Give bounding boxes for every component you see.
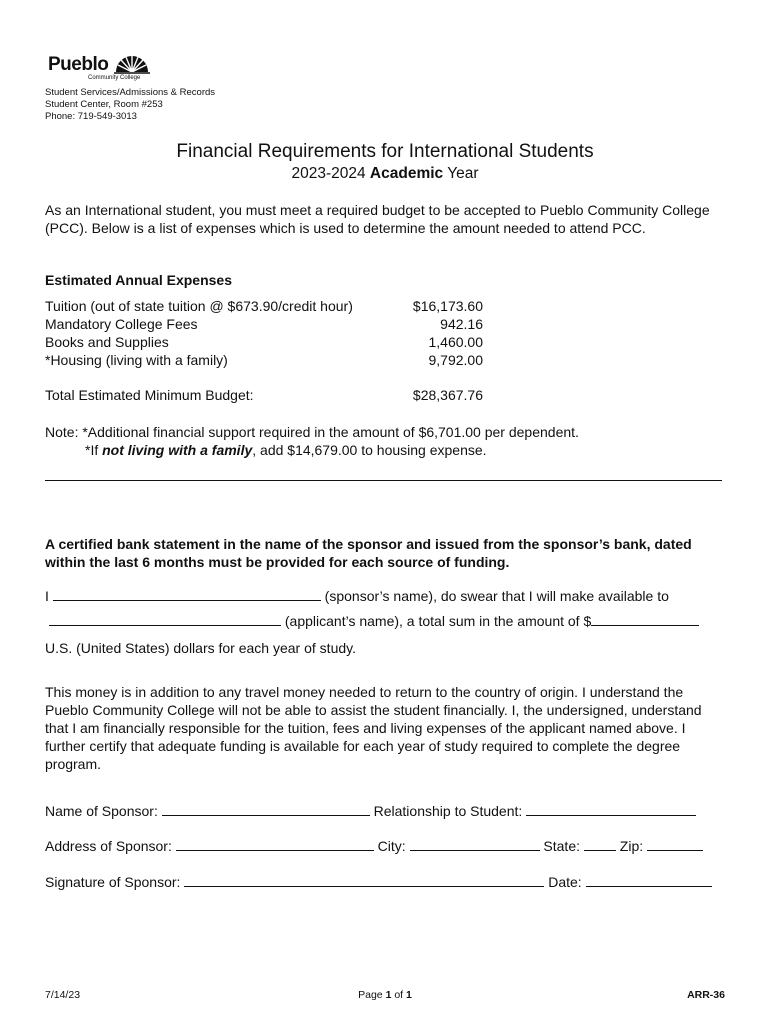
oath-sponsor-suffix: (sponsor’s name), do swear that I will make available to: [324, 588, 669, 604]
expense-amount-books: 1,460.00: [428, 334, 483, 350]
expense-label-books: Books and Supplies: [45, 334, 169, 350]
note-housing-prefix: *If: [85, 442, 103, 458]
year-range: 2023-2024: [291, 165, 366, 182]
page-prefix: Page: [358, 989, 383, 1001]
note-dependent: Note: *Additional financial support required in the amount of $6,701.00 per dependent.: [45, 424, 579, 440]
address-row: [45, 838, 703, 854]
applicant-name-field[interactable]: [49, 613, 281, 626]
applicant-line: [49, 613, 699, 629]
form-code: ARR-36: [687, 989, 725, 1001]
office-name: Student Services/Admissions & Records: [45, 87, 216, 98]
note-housing-emphasis: not living with a family: [102, 442, 253, 458]
expense-amount-tuition: $16,173.60: [412, 298, 483, 314]
academic-word: Academic: [369, 165, 444, 182]
name-of-sponsor-field[interactable]: [162, 803, 370, 816]
date-field[interactable]: [586, 874, 712, 887]
expense-label-tuition: Tuition (out of state tuition @ $673.90/credit hour): [45, 298, 353, 314]
academic-year: [0, 165, 770, 183]
zip-field[interactable]: [647, 838, 703, 851]
name-of-sponsor-label: Name of Sponsor:: [45, 803, 158, 819]
sponsor-oath-line: [45, 588, 669, 604]
name-row: [45, 803, 696, 819]
page-of: of: [394, 989, 404, 1001]
date-label: Date:: [548, 874, 582, 890]
oath-applicant-suffix: (applicant’s name), a total sum in the amount of $: [284, 613, 592, 629]
oath-i: I: [45, 588, 49, 604]
expense-label-housing: *Housing (living with a family): [45, 352, 228, 368]
commitment-paragraph: This money is in addition to any travel money needed to return to the country of origin. I understand the Pueblo Community College will not be able to assist the student financially. I, the undersigned, understand that I am financially responsible for the tuition, fees and living expenses of the applicant named above. I further certify that adequate funding is available for each year of study required to complete the degree program.: [45, 684, 702, 772]
expense-amount-housing: 9,792.00: [428, 352, 483, 368]
expense-amount-fees: 942.16: [440, 316, 483, 332]
city-field[interactable]: [410, 838, 540, 851]
sunburst-logo-icon: [112, 50, 152, 74]
address-label: Address of Sponsor:: [45, 838, 172, 854]
logo-subtitle: Community College: [88, 75, 141, 81]
office-location: Student Center, Room #253: [45, 99, 163, 110]
signature-field[interactable]: [184, 874, 544, 887]
amount-field[interactable]: [591, 613, 699, 626]
currency-line: U.S. (United States) dollars for each year of study.: [45, 640, 356, 656]
city-label: City:: [377, 838, 406, 854]
section-divider: [45, 480, 722, 481]
total-label: Total Estimated Minimum Budget:: [45, 387, 254, 403]
relationship-label: Relationship to Student:: [373, 803, 523, 819]
state-label: State:: [543, 838, 581, 854]
expense-label-fees: Mandatory College Fees: [45, 316, 198, 332]
address-field[interactable]: [176, 838, 374, 851]
logo-wordmark: Pueblo: [48, 54, 109, 75]
relationship-field[interactable]: [526, 803, 696, 816]
page-current: 1: [385, 989, 392, 1001]
page-title: Financial Requirements for International Students: [176, 141, 594, 162]
zip-label: Zip:: [619, 838, 644, 854]
revision-date: 7/14/23: [45, 989, 81, 1001]
signature-label: Signature of Sponsor:: [45, 874, 181, 890]
sponsor-name-field[interactable]: [53, 588, 321, 601]
office-phone: Phone: 719-549-3013: [45, 111, 137, 122]
college-logo: [48, 50, 158, 88]
intro-paragraph: As an International student, you must meet a required budget to be accepted to Pueblo Community College (PCC). Below is a list of expenses which is used to determine the amount needed to attend PCC.: [45, 202, 710, 236]
signature-row: [45, 874, 712, 890]
page-total: 1: [406, 989, 412, 1001]
expenses-heading: Estimated Annual Expenses: [45, 272, 232, 288]
note-housing-suffix: , add $14,679.00 to housing expense.: [252, 442, 487, 458]
total-amount: $28,367.76: [412, 387, 483, 403]
state-field[interactable]: [584, 838, 616, 851]
bank-statement-requirement: A certified bank statement in the name of the sponsor and issued from the sponsor’s bank, dated within the last 6 months must be provided for each source of funding.: [45, 536, 692, 570]
year-word: Year: [447, 165, 479, 182]
note-housing: [85, 442, 487, 458]
